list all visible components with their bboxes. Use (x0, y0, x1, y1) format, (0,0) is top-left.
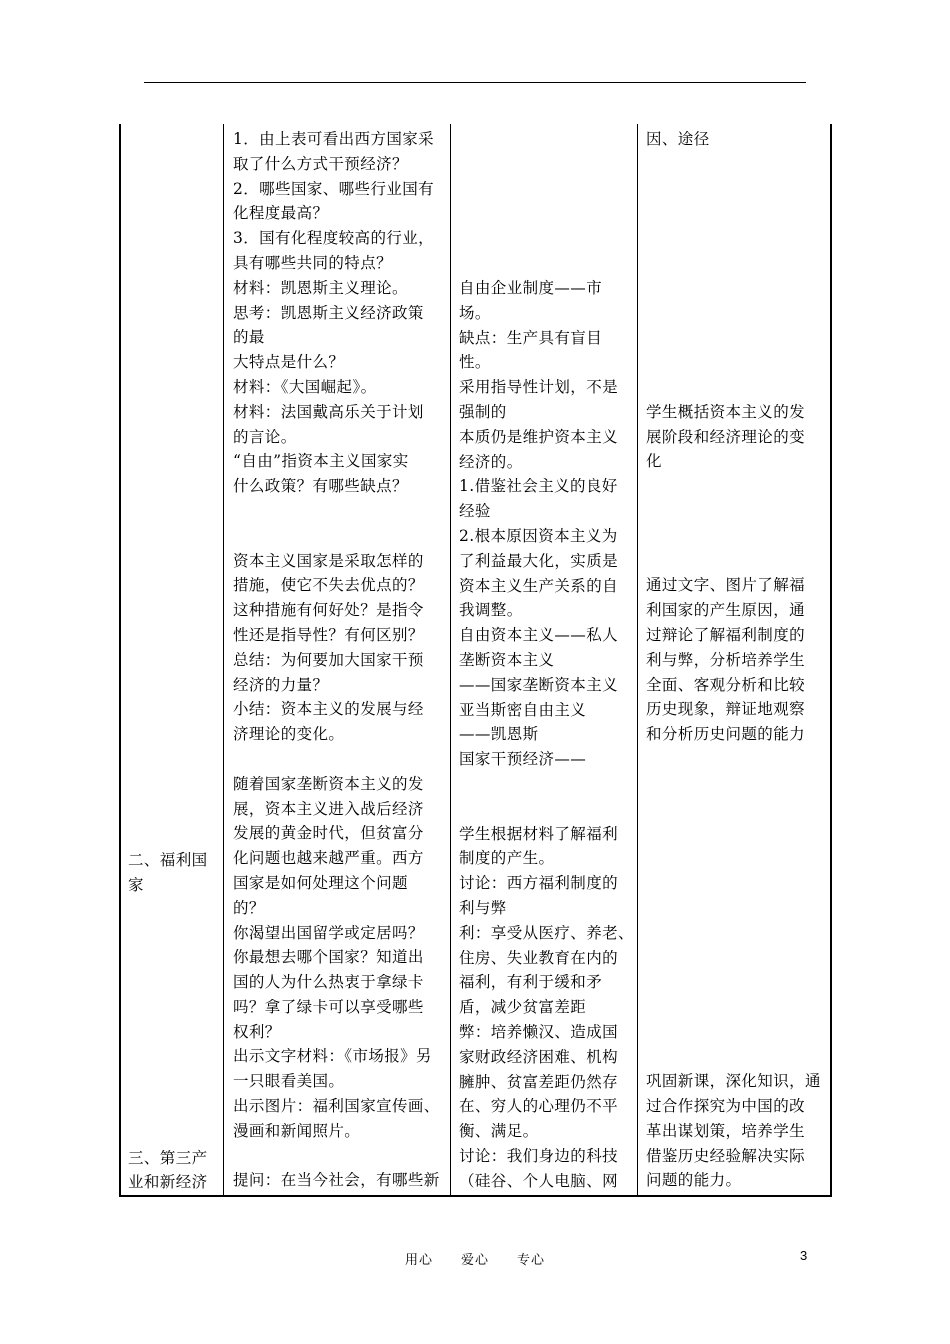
table-right-border (830, 124, 832, 1197)
table-text-line (646, 350, 830, 375)
table-text-line: 业和新经济 (128, 1173, 208, 1192)
table-text-line: 资本主义生产关系的自 (459, 576, 619, 595)
table-text-line: 家财政经济困难、机构 (459, 1047, 619, 1066)
table-text-line (646, 846, 830, 871)
table-text-line: 场。 (459, 303, 491, 322)
table-text-line: 3．国有化程度较高的行业， (233, 229, 435, 248)
table-text-line: 了利益最大化，实质是 (459, 551, 619, 570)
table-text-line (128, 997, 222, 1022)
table-text-line (459, 772, 637, 797)
table-text-line: 住房、失业教育在内的 (459, 948, 619, 967)
table-text-line: 问题的能力。 (646, 1171, 742, 1190)
column-divider (637, 124, 638, 1197)
table-text-line: ——凯恩斯 (459, 725, 539, 744)
table-text-line: 1.借鉴社会主义的良好 (459, 477, 618, 496)
table-text-line (646, 251, 830, 276)
table-text-line: 革出谋划策，培养学生 (646, 1121, 806, 1140)
table-text-line (128, 1096, 222, 1121)
table-text-line: 自由企业制度——市 (459, 279, 603, 297)
table-text-line (128, 1046, 222, 1071)
table-text-line (646, 970, 830, 995)
table-text-line (646, 896, 830, 921)
table-text-line: 经济的。 (459, 452, 523, 471)
table-text-line: 2．哪些国家、哪些行业国有 (233, 179, 435, 198)
table-text-line: 济理论的变化。 (233, 725, 345, 744)
table-text-line: 通过文字、图片了解福 (646, 576, 806, 595)
table-text-line: 学生根据材料了解福利 (459, 824, 619, 843)
table-text-line: 大特点是什么？ (233, 353, 345, 372)
table-text-line (646, 524, 830, 549)
table-text-line: 利：享受从医疗、养老、 (459, 923, 634, 942)
table-text-line: 讨论：我们身边的科技 (459, 1146, 619, 1165)
table-text-line (128, 972, 222, 997)
table-text-line: 一只眼看美国。 (233, 1072, 345, 1091)
table-text-line: 材料：凯恩斯主义理论。 (233, 278, 408, 297)
table-text-line: 垄断资本主义 (459, 650, 555, 669)
table-text-line: 利与弊 (459, 898, 507, 917)
table-text-line (646, 995, 830, 1020)
table-text-line (646, 1020, 830, 1045)
table-text-line (646, 1044, 830, 1069)
table-text-line: 国家干预经济—— (459, 750, 587, 769)
table-text-line (646, 375, 830, 400)
table-text-line: 弊：培养懒汉、造成国 (459, 1022, 619, 1041)
table-text-line: 化 (646, 452, 662, 471)
table-text-line: 全面、客观分析和比较 (646, 675, 806, 694)
table-text-line: 盾，减少贫富差距 (459, 998, 587, 1017)
table-text-line: 性还是指导性？有何区别？ (233, 625, 424, 644)
lesson-plan-table (119, 124, 832, 1197)
table-text-line (128, 947, 222, 972)
table-text-line: 出示图片：福利国家宣传画、 (233, 1097, 440, 1116)
column-divider (223, 124, 224, 1197)
table-text-line: 讨论：西方福利制度的 (459, 874, 619, 893)
table-text-line (646, 325, 830, 350)
table-text-line (128, 898, 222, 923)
table-left-border (119, 124, 121, 1197)
table-text-line: 随着国家垄断资本主义的发 (233, 774, 424, 793)
table-text-line: 资本主义国家是采取怎样的 (233, 551, 424, 570)
table-text-line: 权利？ (233, 1022, 281, 1041)
table-text-line: 亚当斯密自由主义 (459, 700, 587, 719)
table-text-line (646, 201, 830, 226)
table-text-line: 经验 (459, 502, 491, 521)
table-text-line (233, 524, 449, 549)
table-text-line (646, 945, 830, 970)
table-text-line (646, 177, 830, 202)
section-heading-column (128, 848, 222, 1197)
table-text-line: 国的人为什么热衷于拿绿卡 (233, 973, 424, 992)
table-text-line: 和分析历史问题的能力 (646, 725, 806, 744)
table-text-line: 取了什么方式干预经济？ (233, 154, 408, 173)
table-text-line (646, 549, 830, 574)
design-intent-column (646, 127, 830, 1197)
table-text-line (233, 1144, 449, 1169)
table-text-line: 具有哪些共同的特点？ (233, 253, 393, 272)
table-text-line: 1．由上表可看出西方国家采 (233, 130, 435, 148)
table-text-line (233, 747, 449, 772)
table-text-line: 材料：《大国崛起》。 (233, 377, 377, 396)
table-text-line: 本质仍是维护资本主义 (459, 427, 619, 446)
table-text-line (646, 301, 830, 326)
table-text-line: 利国家的产生原因，通 (646, 601, 806, 620)
table-text-line: 借鉴历史经验解决实际 (646, 1146, 806, 1165)
table-text-line (646, 474, 830, 499)
table-text-line: 衡、满足。 (459, 1122, 539, 1141)
table-text-line: 学生概括资本主义的发 (646, 402, 806, 421)
table-text-line: 这种措施有何好处？是指令 (233, 601, 424, 620)
student-activity-column (459, 276, 637, 1197)
table-text-line (646, 871, 830, 896)
table-text-line: 制度的产生。 (459, 849, 555, 868)
table-text-line: 你渴望出国留学或定居吗？ (233, 923, 424, 942)
table-text-line: 发展的黄金时代，但贫富分 (233, 824, 424, 843)
table-text-line: 吗？拿了绿卡可以享受哪些 (233, 997, 424, 1016)
table-text-line: 措施，使它不失去优点的？ (233, 576, 424, 595)
table-text-line: 材料：法国戴高乐关于计划 (233, 402, 424, 421)
table-text-line: 出示文字材料：《市场报》另 (233, 1047, 432, 1066)
table-text-line: 性。 (459, 353, 491, 372)
table-text-line (646, 921, 830, 946)
table-text-line: 思考：凯恩斯主义经济政策 (233, 303, 424, 322)
table-text-line (128, 922, 222, 947)
table-text-line: 我调整。 (459, 601, 523, 620)
page-footer: 用心 爱心 专心 (404, 1253, 545, 1268)
table-text-line (646, 821, 830, 846)
table-text-line: 漫画和新闻照片。 (233, 1121, 361, 1140)
table-text-line: ——国家垄断资本主义 (459, 675, 619, 694)
table-text-line: 历史现象，辩证地观察 (646, 700, 806, 719)
table-text-line: 福利，有利于缓和矛 (459, 973, 603, 992)
table-text-line (646, 772, 830, 797)
table-text-line (233, 499, 449, 524)
table-text-line: （硅谷、个人电脑、网 (459, 1171, 619, 1190)
table-text-line: 小结：资本主义的发展与经 (233, 700, 424, 719)
table-text-line: 展阶段和经济理论的变 (646, 427, 806, 446)
table-text-line: 二、福利国 (128, 851, 208, 869)
table-text-line: 的？ (233, 898, 265, 917)
table-text-line: 巩固新课，深化知识，通 (646, 1072, 821, 1091)
table-text-line: 展，资本主义进入战后经济 (233, 799, 424, 818)
table-text-line: 自由资本主义——私人 (459, 626, 619, 645)
table-text-line: 过辩论了解福利制度的 (646, 625, 806, 644)
table-text-line: 国家是如何处理这个问题 (233, 873, 408, 892)
table-text-line: 2.根本原因资本主义为 (459, 526, 618, 545)
table-text-line: 利与弊，分析培养学生 (646, 650, 806, 669)
table-text-line (646, 747, 830, 772)
table-text-line (646, 797, 830, 822)
table-text-line: 总结：为何要加大国家干预 (233, 650, 424, 669)
table-text-line: 化程度最高？ (233, 204, 329, 223)
table-text-line: 经济的力量？ (233, 675, 329, 694)
table-text-line: 三、第三产 (128, 1148, 208, 1167)
table-text-line: 缺点：生产具有盲目 (459, 328, 603, 347)
table-text-line: “自由”指资本主义国家实 (233, 452, 409, 471)
table-text-line: 家 (128, 875, 144, 894)
table-text-line: 在、穷人的心理仍不平 (459, 1097, 619, 1116)
table-text-line: 采用指导性计划，不是 (459, 378, 619, 397)
table-text-line: 过合作探究为中国的改 (646, 1097, 806, 1116)
table-text-line (646, 226, 830, 251)
table-text-line: 臃肿、贫富差距仍然存 (459, 1072, 619, 1091)
table-text-line: 化问题也越来越严重。西方 (233, 849, 424, 868)
column-divider (450, 124, 451, 1197)
table-text-line (646, 152, 830, 177)
table-text-line: 的言论。 (233, 427, 297, 446)
table-text-line (128, 1022, 222, 1047)
header-rule (144, 82, 806, 83)
table-text-line: 什么政策？有哪些缺点？ (233, 477, 408, 496)
table-text-line: 因、途径 (646, 130, 710, 148)
page-number: 3 (800, 1248, 808, 1263)
teaching-process-column (233, 127, 449, 1197)
table-text-line (646, 499, 830, 524)
table-text-line (646, 276, 830, 301)
table-text-line (128, 1071, 222, 1096)
table-text-line: 强制的 (459, 402, 507, 421)
table-text-line: 提问：在当今社会，有哪些新 (233, 1171, 440, 1190)
table-text-line (459, 797, 637, 822)
table-text-line: 的最 (233, 328, 265, 347)
table-text-line: 你最想去哪个国家？知道出 (233, 948, 424, 967)
table-text-line (128, 1121, 222, 1146)
